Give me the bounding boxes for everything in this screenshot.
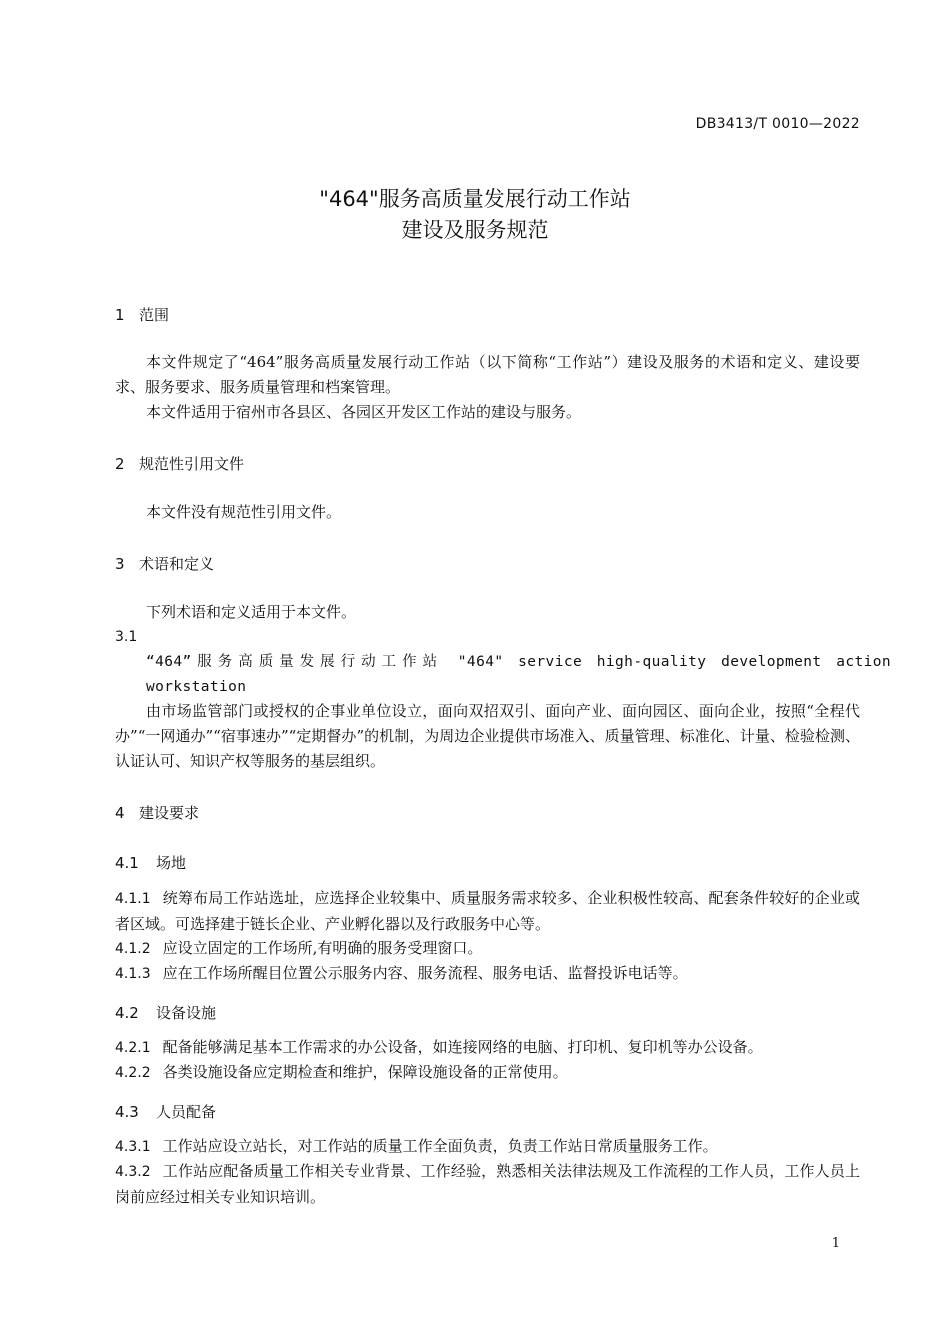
section-1-paragraph-1: 本文件规定了“464”服务高质量发展行动工作站（以下简称“工作站”）建设及服务的术语和定义、建设要求、服务要求、服务质量管理和档案管理。 bbox=[115, 353, 860, 396]
term-3-1-definition: 由市场监管部门或授权的企事业单位设立，面向双招双引、面向产业、面向园区、面向企业，按照“全程代办”“一网通办”“宿事速办”“定期督办”的机制，为周边企业提供市场准入、质量管理、标准化、计量、检验检测、认证认可、知识产权等服务的基层组织。 bbox=[115, 702, 860, 770]
section-title: 术语和定义 bbox=[139, 555, 215, 573]
subsection-number: 4.1 bbox=[115, 854, 139, 872]
section-number: 3 bbox=[115, 555, 125, 573]
clause-text: 应在工作场所醒目位置公示服务内容、服务流程、服务电话、监督投诉电话等。 bbox=[162, 964, 688, 982]
clause-text: 配备能够满足基本工作需求的办公设备，如连接网络的电脑、打印机、复印机等办公设备。 bbox=[162, 1038, 763, 1056]
document-title bbox=[0, 184, 950, 246]
clause-4-1-2 bbox=[115, 936, 860, 962]
section-number: 1 bbox=[115, 306, 125, 324]
section-title: 范围 bbox=[139, 306, 170, 324]
title-line-2: 建设及服务规范 bbox=[401, 218, 549, 242]
clause-4-3-2 bbox=[115, 1159, 860, 1210]
section-3-heading bbox=[115, 553, 860, 574]
page-number: 1 bbox=[831, 1236, 840, 1251]
clause-4-2-2 bbox=[115, 1060, 860, 1086]
section-number: 4 bbox=[115, 804, 125, 822]
subsection-title: 人员配备 bbox=[156, 1103, 217, 1121]
clause-number: 4.3.1 bbox=[115, 1139, 151, 1155]
subsection-number: 4.3 bbox=[115, 1103, 139, 1121]
subsection-title: 设备设施 bbox=[156, 1004, 217, 1022]
clause-number: 4.2.2 bbox=[115, 1065, 151, 1081]
term-3-1-title: “464”服务高质量发展行动工作站 "464" service high-quality development action workstation bbox=[146, 654, 891, 695]
subsection-4-2-heading bbox=[115, 1002, 860, 1023]
section-4-heading bbox=[115, 802, 860, 823]
clause-number: 4.3.2 bbox=[115, 1164, 151, 1180]
section-title: 规范性引用文件 bbox=[139, 455, 245, 473]
subsection-4-1-heading bbox=[115, 852, 860, 873]
section-1-heading bbox=[115, 304, 860, 325]
clause-number: 4.1.2 bbox=[115, 941, 151, 957]
clause-4-2-1 bbox=[115, 1035, 860, 1061]
clause-text: 各类设施设备应定期检查和维护，保障设施设备的正常使用。 bbox=[162, 1063, 568, 1081]
clause-text: 应设立固定的工作场所,有明确的服务受理窗口。 bbox=[162, 939, 483, 957]
clause-text: 工作站应配备质量工作相关专业背景、工作经验，熟悉相关法律法规及工作流程的工作人员，工作人员上岗前应经过相关专业知识培训。 bbox=[115, 1162, 860, 1206]
section-3-paragraph-1: 下列术语和定义适用于本文件。 bbox=[146, 603, 357, 621]
clause-number: 4.1.3 bbox=[115, 966, 151, 982]
document-number: DB3413/T 0010—2022 bbox=[695, 116, 860, 132]
subsection-number: 4.2 bbox=[115, 1004, 139, 1022]
section-2-heading bbox=[115, 453, 860, 474]
clause-4-3-1 bbox=[115, 1134, 860, 1160]
clause-text: 工作站应设立站长，对工作站的质量工作全面负责，负责工作站日常质量服务工作。 bbox=[162, 1137, 718, 1155]
subsection-4-3-heading bbox=[115, 1101, 860, 1122]
section-1-paragraph-2: 本文件适用于宿州市各县区、各园区开发区工作站的建设与服务。 bbox=[146, 403, 582, 421]
clause-4-1-3 bbox=[115, 961, 860, 987]
section-2-paragraph-1: 本文件没有规范性引用文件。 bbox=[146, 503, 342, 521]
subsection-title: 场地 bbox=[156, 854, 187, 872]
title-line-1: "464"服务高质量发展行动工作站 bbox=[319, 187, 631, 211]
clause-text: 统筹布局工作站选址，应选择企业较集中、质量服务需求较多、企业积极性较高、配套条件较好的企业或者区域。可选择建于链长企业、产业孵化器以及行政服务中心等。 bbox=[115, 889, 860, 933]
clause-4-1-1 bbox=[115, 886, 860, 937]
clause-number: 4.2.1 bbox=[115, 1040, 151, 1056]
section-title: 建设要求 bbox=[139, 804, 200, 822]
clause-number: 4.1.1 bbox=[115, 891, 151, 907]
term-3-1-number: 3.1 bbox=[115, 629, 138, 645]
section-number: 2 bbox=[115, 455, 125, 473]
